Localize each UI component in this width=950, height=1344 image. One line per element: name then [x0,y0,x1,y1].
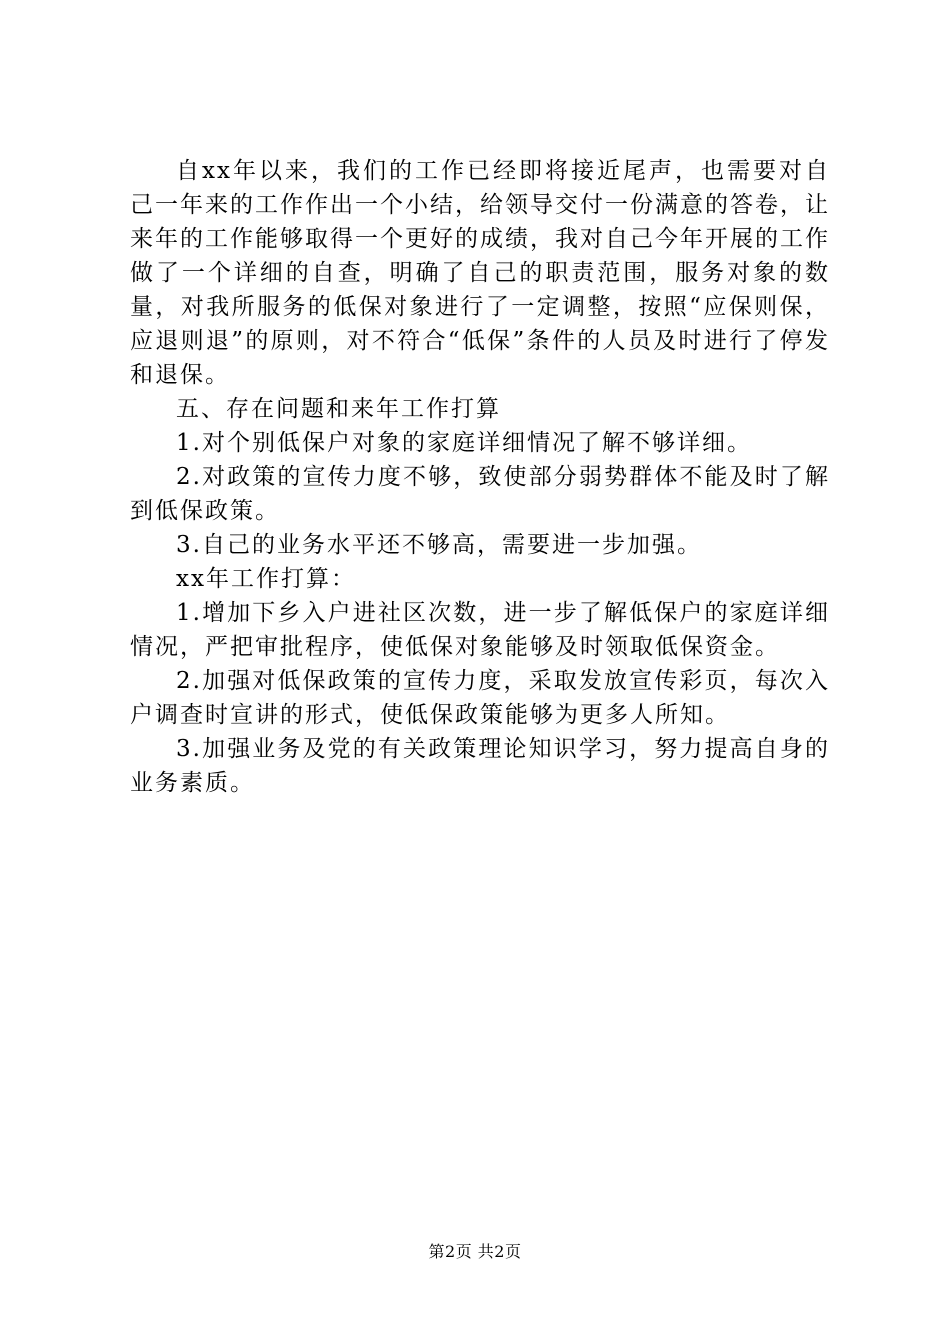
page-number-footer: 第2页 共2页 [428,1242,522,1261]
intro-paragraph: 自xx年以来，我们的工作已经即将接近尾声，也需要对自己一年来的工作作出一个小结，给领导交付一份满意的答卷，让来年的工作能够取得一个更好的成绩，我对自己今年开展的工作做了一个详细的自查，明确了自己的职责范围，服务对象的数量，对我所服务的低保对象进行了一定调整，按照“应保则保，应退则退”的原则，对不符合“低保”条件的人员及时进行了停发和退保。 [130,158,830,388]
problem-item-2: 2.对政策的宣传力度不够，致使部分弱势群体不能及时了解到低保政策。 [130,464,830,524]
plan-heading: xx年工作打算： [176,566,356,592]
plan-item-2: 2.加强对低保政策的宣传力度，采取发放宣传彩页，每次入户调查时宣讲的形式，使低保政策能够为更多人所知。 [130,668,830,728]
problem-item-1: 1.对个别低保户对象的家庭详细情况了解不够详细。 [176,430,752,456]
plan-item-3: 3.加强业务及党的有关政策理论知识学习，努力提高自身的业务素质。 [130,736,830,796]
plan-item-1: 1.增加下乡入户进社区次数，进一步了解低保户的家庭详细情况，严把审批程序，使低保对象能够及时领取低保资金。 [130,600,830,660]
section-heading: 五、存在问题和来年工作打算 [176,396,501,422]
problem-item-3: 3.自己的业务水平还不够高，需要进一步加强。 [176,532,702,558]
document-body [130,154,830,800]
